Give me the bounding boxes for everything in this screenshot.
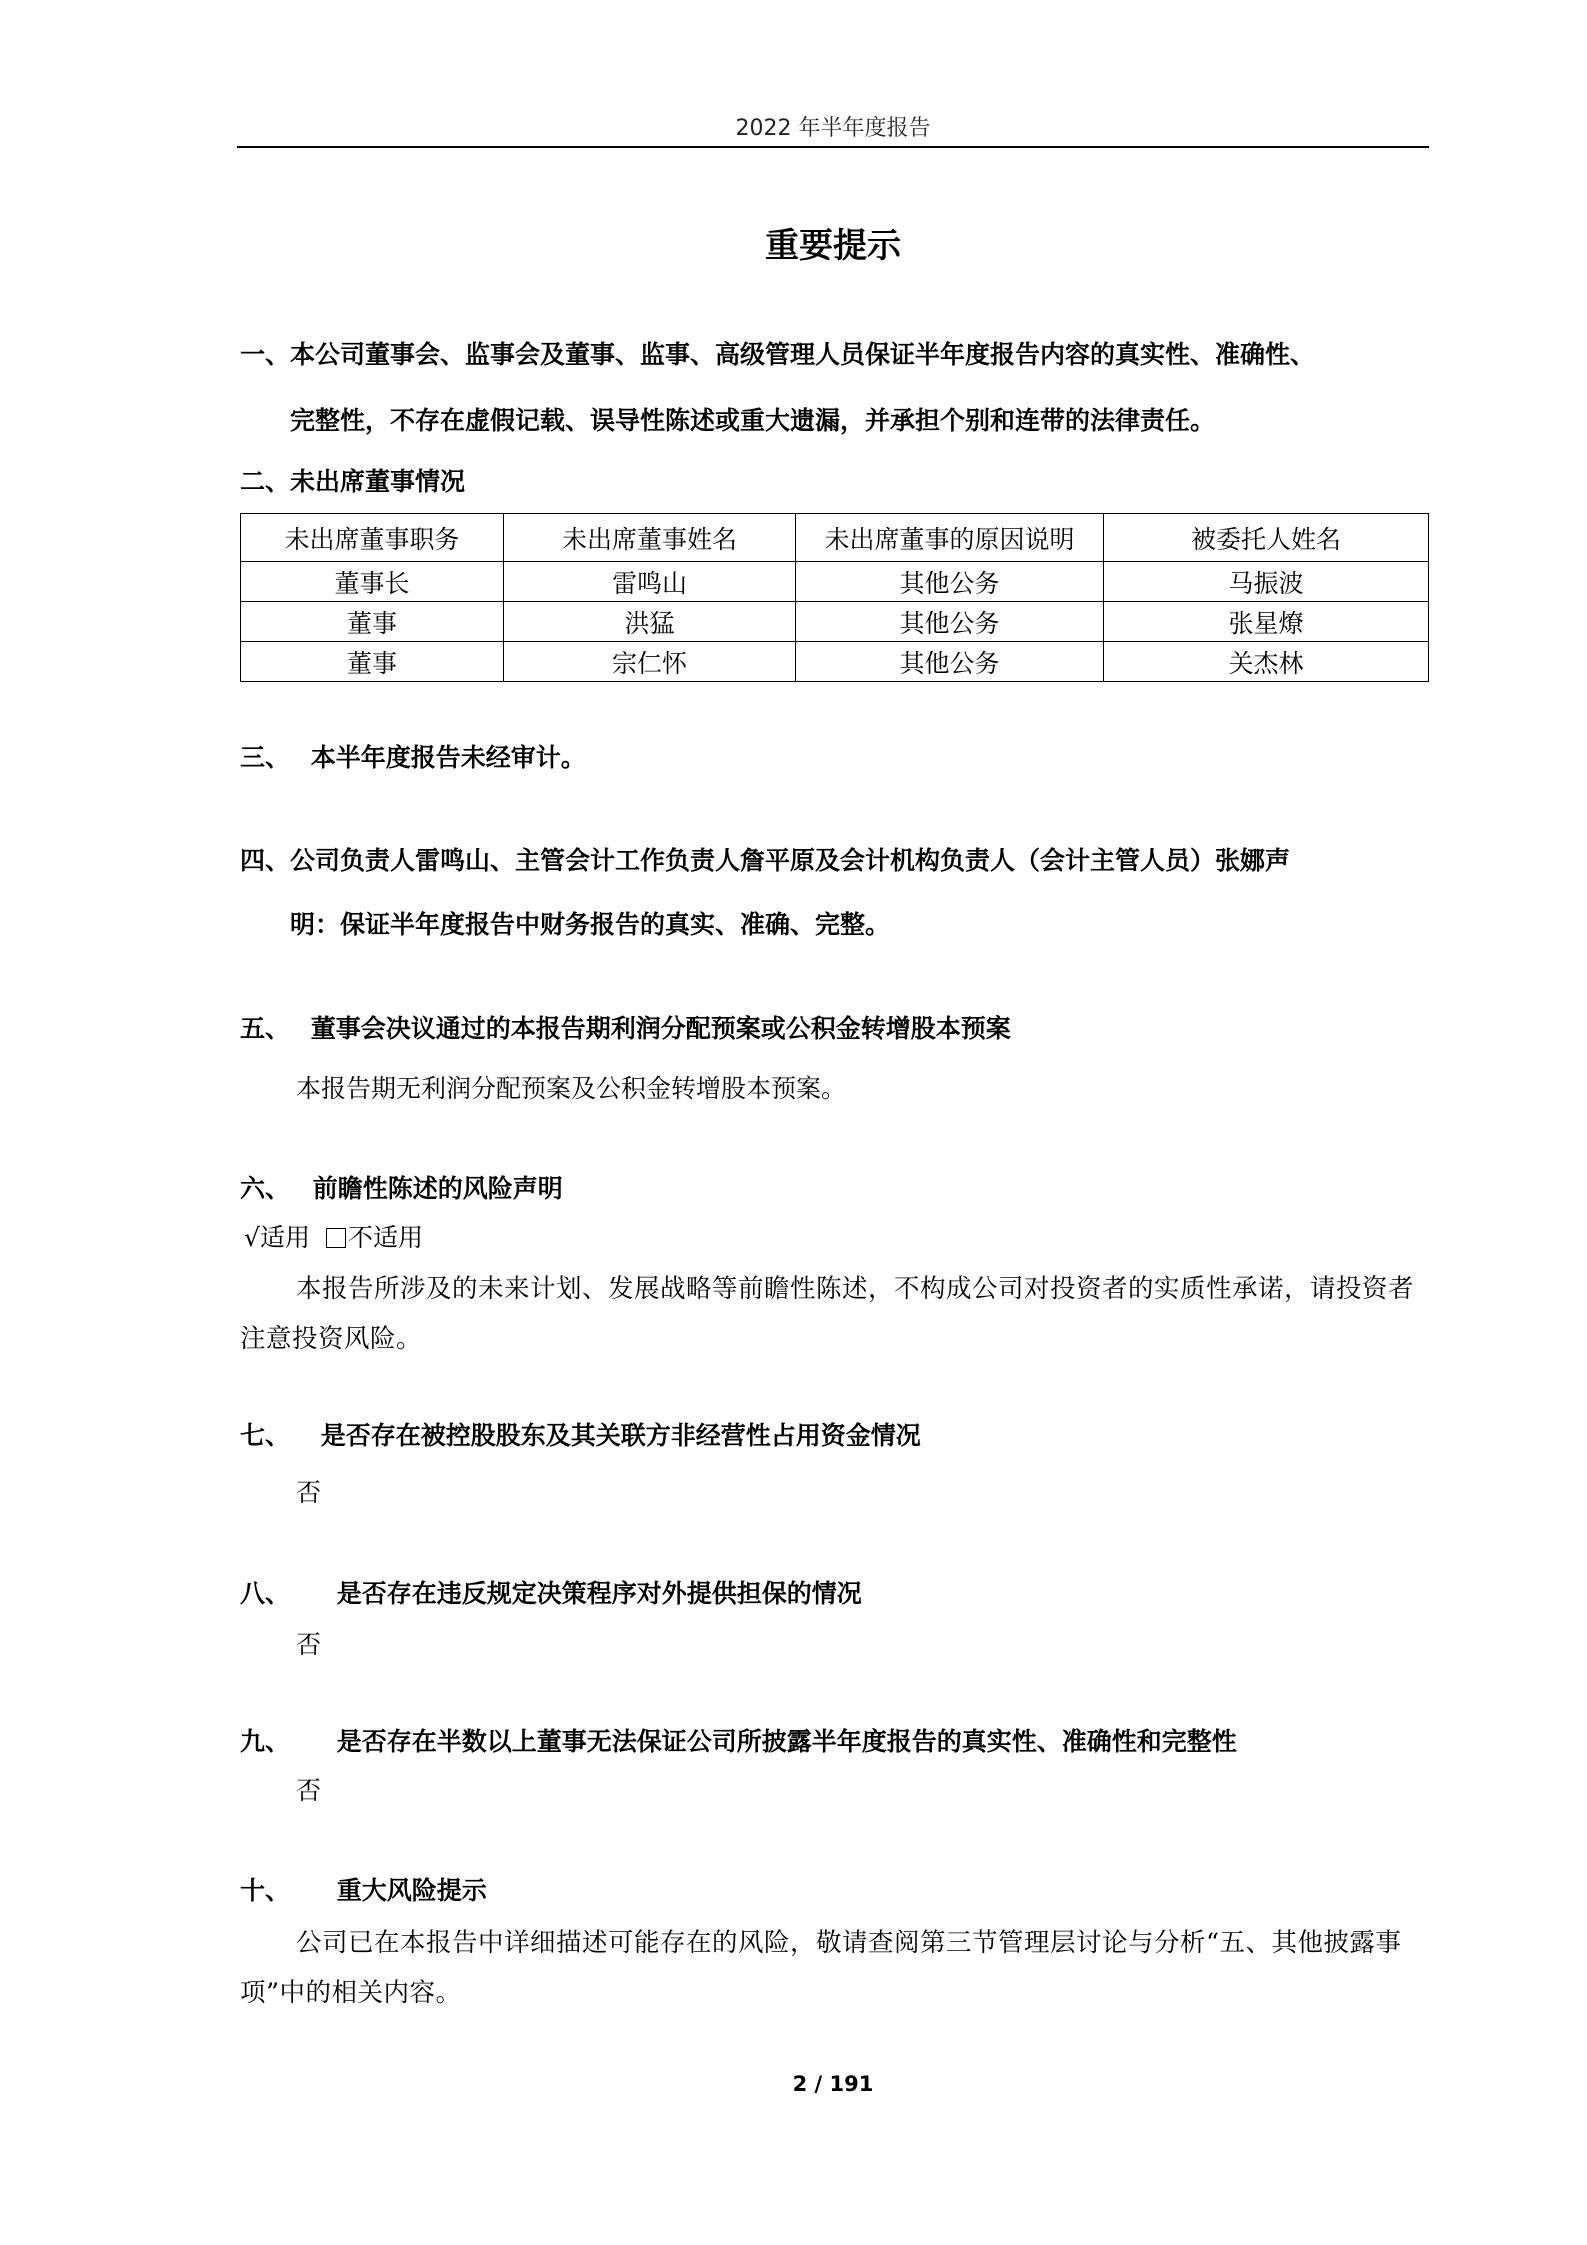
table-cell: 雷鸣山	[504, 562, 796, 602]
section-3-title: 本半年度报告未经审计。	[310, 743, 586, 772]
section-5-body: 本报告期无利润分配预案及公积金转增股本预案。	[296, 1074, 847, 1103]
section-10-title: 重大风险提示	[336, 1876, 487, 1905]
header-divider	[237, 146, 1429, 148]
table-header-row	[241, 514, 1429, 562]
table-cell: 关杰林	[1104, 642, 1429, 682]
table-cell: 其他公务	[796, 562, 1104, 602]
section-9-title: 是否存在半数以上董事无法保证公司所披露半年度报告的真实性、准确性和完整性	[336, 1727, 1237, 1756]
section-6-title: 前瞻性陈述的风险声明	[312, 1174, 563, 1203]
section-7-answer: 否	[296, 1478, 322, 1507]
section-7-label: 七、	[240, 1421, 291, 1450]
table-header-cell: 未出席董事职务	[241, 514, 504, 562]
section-9-answer: 否	[296, 1776, 322, 1805]
section-10-heading	[240, 1876, 487, 1906]
section-4-text-1: 公司负责人雷鸣山、主管会计工作负责人詹平原及会计机构负责人（会计主管人员）张娜声	[290, 846, 1291, 875]
section-5-label: 五、	[240, 1014, 291, 1043]
section-4-line-2: 明：保证半年度报告中财务报告的真实、准确、完整。	[290, 910, 891, 939]
table-cell: 其他公务	[796, 642, 1104, 682]
running-header: 2022 年半年度报告	[735, 116, 931, 141]
section-2-title: 未出席董事情况	[290, 467, 466, 496]
page-number: 2 / 191	[792, 2072, 874, 2096]
section-5-title: 董事会决议通过的本报告期利润分配预案或公积金转增股本预案	[310, 1014, 1011, 1043]
not-applicable-label: 不适用	[347, 1223, 423, 1252]
applicable-label: 适用	[259, 1223, 310, 1252]
section-1-text-1: 本公司董事会、监事会及董事、监事、高级管理人员保证半年度报告内容的真实性、准确性、	[290, 340, 1316, 369]
table-row	[241, 642, 1429, 682]
section-2-label: 二、	[240, 467, 291, 496]
table-header-cell: 未出席董事姓名	[504, 514, 796, 562]
table-cell: 董事	[241, 602, 504, 642]
absent-directors-table	[240, 513, 1429, 682]
table-cell: 宗仁怀	[504, 642, 796, 682]
table-cell: 董事	[241, 642, 504, 682]
section-1-line-2: 完整性，不存在虚假记载、误导性陈述或重大遗漏，并承担个别和连带的法律责任。	[290, 406, 1216, 435]
section-3-label: 三、	[240, 743, 291, 772]
section-8-heading	[240, 1579, 862, 1609]
section-7-heading	[240, 1421, 921, 1451]
empty-checkbox-icon	[326, 1228, 346, 1248]
section-10-body: 公司已在本报告中详细描述可能存在的风险，敬请查阅第三节管理层讨论与分析“五、其他披露事项”中的相关内容。	[240, 1928, 1402, 2008]
section-3-heading	[240, 743, 586, 773]
table-row	[241, 602, 1429, 642]
section-6-label: 六、	[240, 1174, 291, 1203]
section-1-line-1	[240, 340, 1315, 370]
page-title: 重要提示	[765, 226, 901, 266]
checkmark-icon: √	[244, 1223, 260, 1252]
section-1-label: 一、	[240, 340, 291, 369]
section-6-heading	[240, 1174, 563, 1204]
section-4-line-1	[240, 846, 1290, 876]
section-5-heading	[240, 1014, 1011, 1044]
section-8-answer: 否	[296, 1630, 322, 1659]
section-6-body: 本报告所涉及的未来计划、发展战略等前瞻性陈述，不构成公司对投资者的实质性承诺，请投资者注意投资风险。	[240, 1274, 1415, 1354]
section-9-label: 九、	[240, 1727, 291, 1756]
applicability-options	[244, 1223, 423, 1253]
section-10-label: 十、	[240, 1876, 291, 1905]
section-8-title: 是否存在违反规定决策程序对外提供担保的情况	[336, 1579, 862, 1608]
table-cell: 洪猛	[504, 602, 796, 642]
section-8-label: 八、	[240, 1579, 291, 1608]
table-cell: 董事长	[241, 562, 504, 602]
table-row	[241, 562, 1429, 602]
table-header-cell: 未出席董事的原因说明	[796, 514, 1104, 562]
section-9-heading	[240, 1727, 1237, 1757]
section-7-title: 是否存在被控股股东及其关联方非经营性占用资金情况	[320, 1421, 921, 1450]
table-cell: 其他公务	[796, 602, 1104, 642]
table-header-cell: 被委托人姓名	[1104, 514, 1429, 562]
section-4-label: 四、	[240, 846, 291, 875]
table-cell: 张星燎	[1104, 602, 1429, 642]
table-cell: 马振波	[1104, 562, 1429, 602]
section-2-heading	[240, 467, 465, 497]
